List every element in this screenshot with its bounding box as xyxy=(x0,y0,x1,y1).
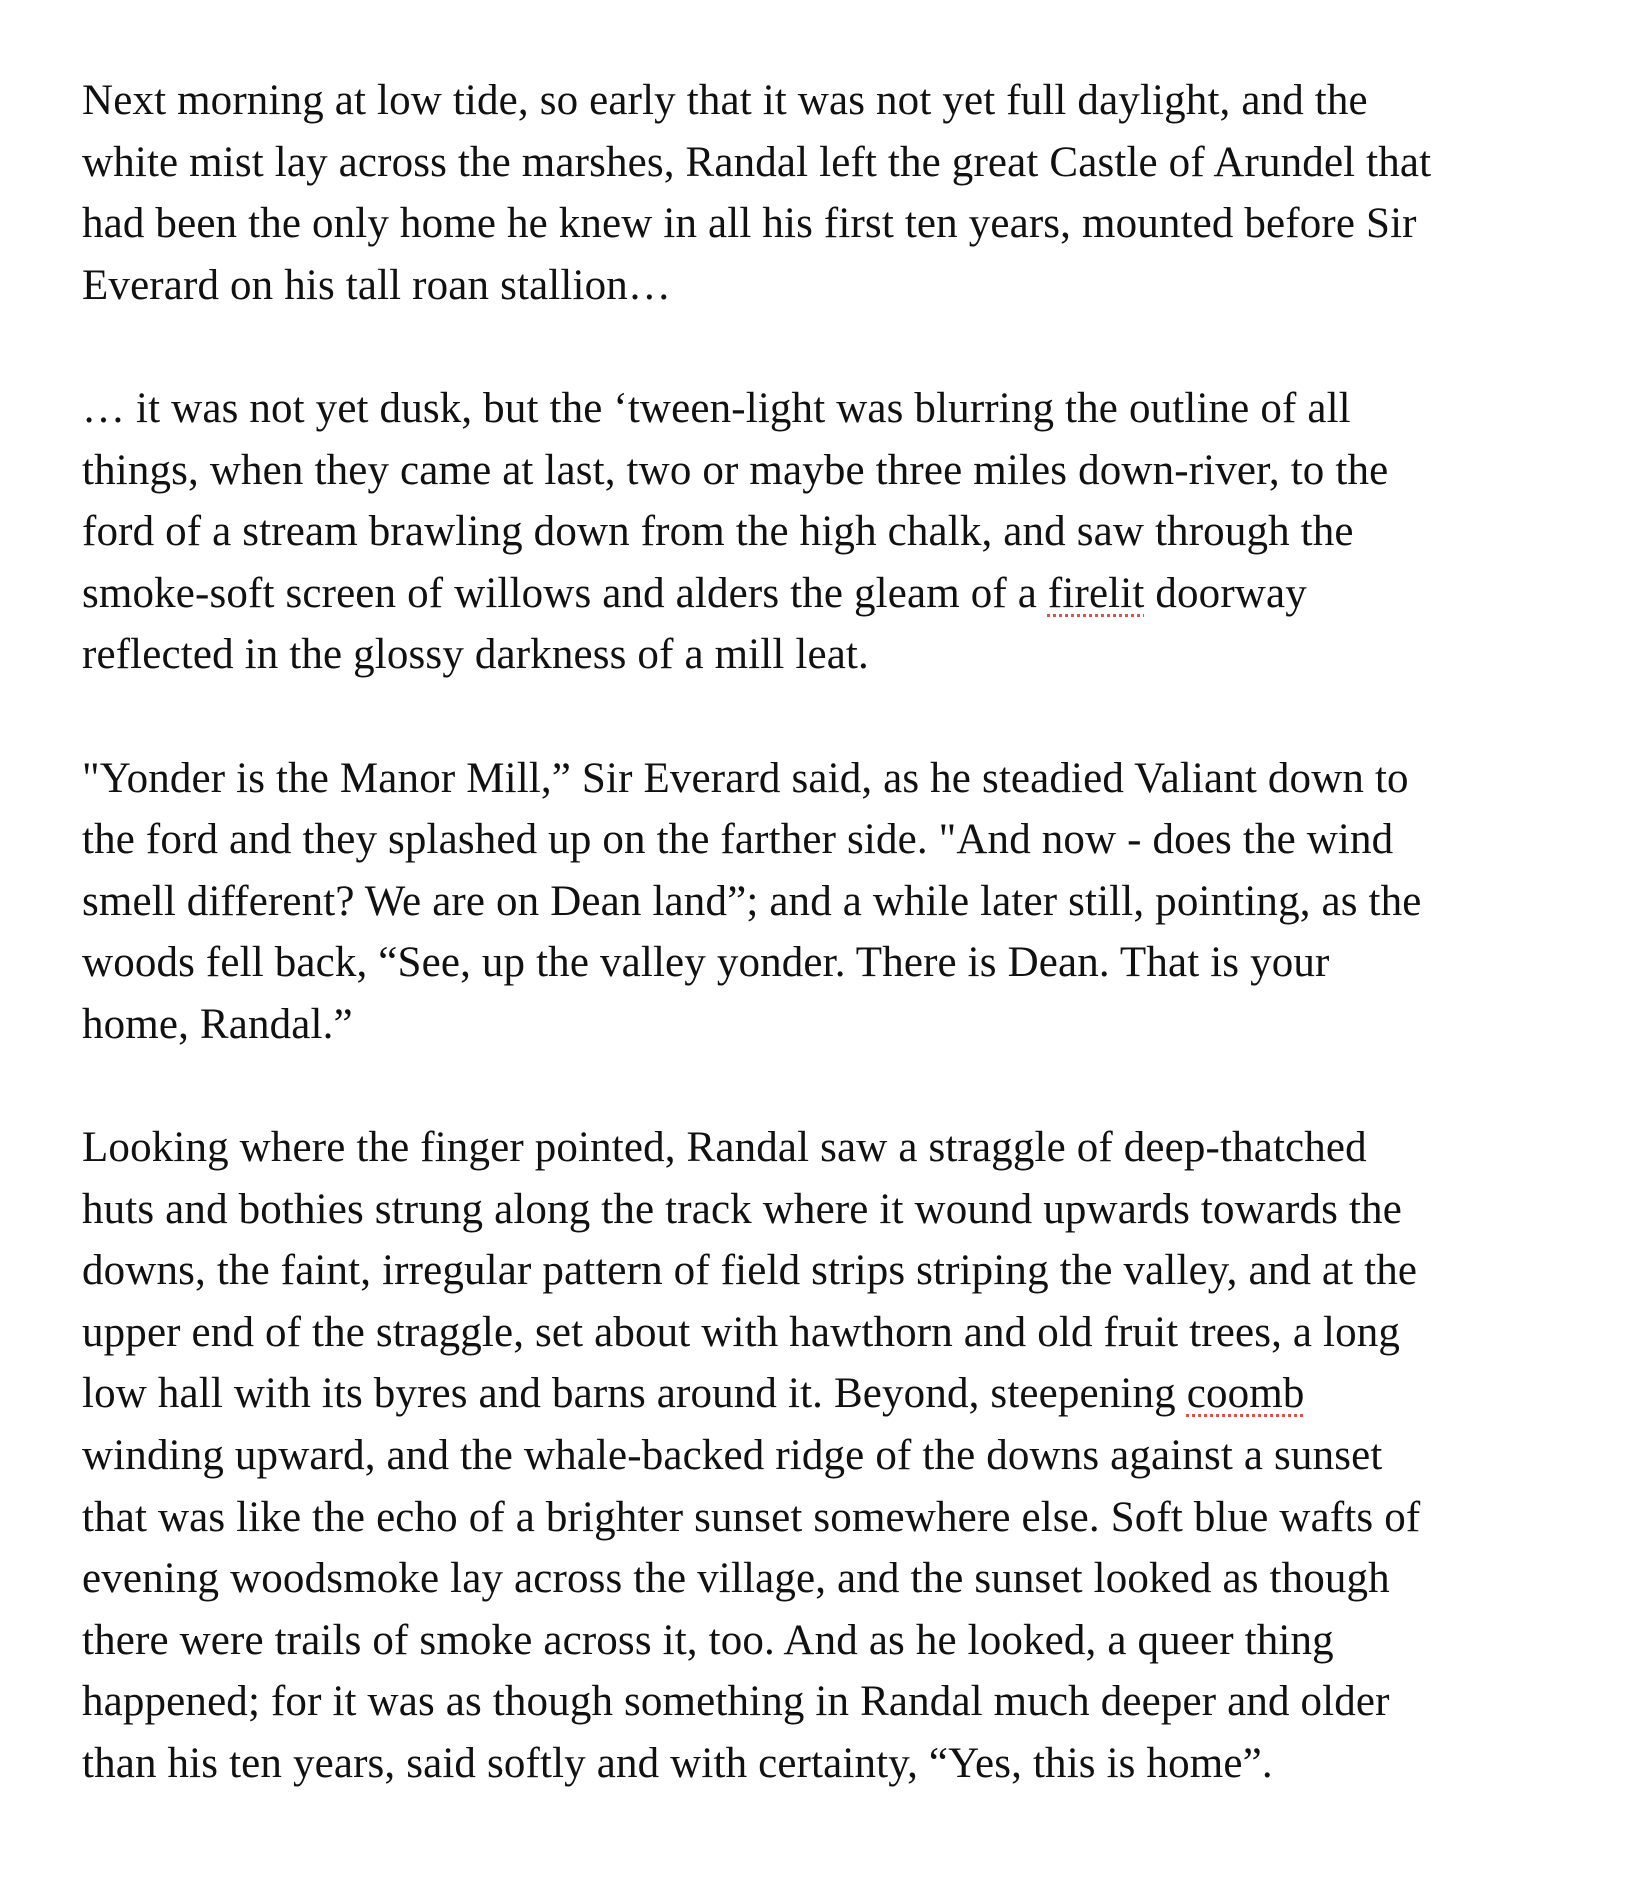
text-line xyxy=(82,1302,1582,1364)
text-segment: home, Randal.” xyxy=(82,1000,353,1048)
text-segment: smell different? We are on Dean land”; and a while later still, pointing, as the xyxy=(82,877,1422,925)
text-line xyxy=(82,809,1582,871)
text-line xyxy=(82,624,1582,686)
spellcheck-flagged-word[interactable]: coomb xyxy=(1186,1370,1305,1418)
text-segment: evening woodsmoke lay across the village, and the sunset looked as though xyxy=(82,1555,1390,1603)
text-line xyxy=(82,1733,1582,1795)
text-segment: winding upward, and the whale-backed ridge of the downs against a sunset xyxy=(82,1432,1383,1480)
text-segment: Next morning at low tide, so early that it was not yet full daylight, and the xyxy=(82,77,1368,124)
text-segment: smoke-soft screen of willows and alders the gleam of a xyxy=(82,569,1048,617)
document-body[interactable] xyxy=(82,70,1582,1856)
text-line xyxy=(82,1548,1582,1610)
text-segment: things, when they came at last, two or maybe three miles down-river, to the xyxy=(82,446,1389,494)
text-line xyxy=(82,1240,1582,1302)
text-segment: low hall with its byres and barns around it. Beyond, steepening xyxy=(82,1370,1187,1418)
text-segment: Everard on his tall roan stallion… xyxy=(82,261,672,309)
text-line xyxy=(82,1117,1582,1179)
text-line xyxy=(82,193,1582,255)
text-line xyxy=(82,70,1582,132)
text-line xyxy=(82,994,1582,1056)
paragraph xyxy=(82,70,1582,316)
text-segment: there were trails of smoke across it, too. And as he looked, a queer thing xyxy=(82,1616,1334,1664)
text-segment: that was like the echo of a brighter sunset somewhere else. Soft blue wafts of xyxy=(82,1493,1421,1541)
text-line xyxy=(82,1487,1582,1549)
text-segment: "Yonder is the Manor Mill,” Sir Everard said, as he steadied Valiant down to xyxy=(82,754,1409,802)
text-line xyxy=(82,132,1582,194)
text-line xyxy=(82,255,1582,317)
text-line xyxy=(82,1179,1582,1241)
text-line xyxy=(82,501,1582,563)
text-line xyxy=(82,1610,1582,1672)
text-line xyxy=(82,440,1582,502)
text-line xyxy=(82,563,1582,625)
text-segment: happened; for it was as though something in Randal much deeper and older xyxy=(82,1678,1390,1726)
text-segment: the ford and they splashed up on the farther side. "And now - does the wind xyxy=(82,816,1394,864)
paragraph xyxy=(82,748,1582,1056)
text-line xyxy=(82,748,1582,810)
text-segment: upper end of the straggle, set about with hawthorn and old fruit trees, a long xyxy=(82,1308,1401,1356)
text-line xyxy=(82,932,1582,994)
paragraph xyxy=(82,1117,1582,1795)
text-segment: downs, the faint, irregular pattern of field strips striping the valley, and at the xyxy=(82,1247,1418,1295)
text-line xyxy=(82,1425,1582,1487)
text-segment: than his ten years, said softly and with certainty, “Yes, this is home”. xyxy=(82,1740,1273,1788)
spellcheck-flagged-word[interactable]: firelit xyxy=(1047,569,1145,617)
text-segment: had been the only home he knew in all his first ten years, mounted before Sir xyxy=(82,200,1417,248)
text-segment: … it was not yet dusk, but the ‘tween-light was blurring the outline of all xyxy=(82,384,1351,432)
text-segment: ford of a stream brawling down from the high chalk, and saw through the xyxy=(82,508,1354,556)
text-line xyxy=(82,871,1582,933)
text-segment: reflected in the glossy darkness of a mill leat. xyxy=(82,631,869,679)
text-line xyxy=(82,1671,1582,1733)
text-segment: huts and bothies strung along the track where it wound upwards towards the xyxy=(82,1185,1402,1233)
text-segment: doorway xyxy=(1144,569,1307,617)
text-line xyxy=(82,378,1582,440)
text-segment: Looking where the finger pointed, Randal saw a straggle of deep-thatched xyxy=(82,1124,1367,1172)
text-segment: white mist lay across the marshes, Randal left the great Castle of Arundel that xyxy=(82,138,1432,186)
text-segment: woods fell back, “See, up the valley yonder. There is Dean. That is your xyxy=(82,939,1330,987)
text-line xyxy=(82,1363,1582,1425)
paragraph xyxy=(82,378,1582,686)
